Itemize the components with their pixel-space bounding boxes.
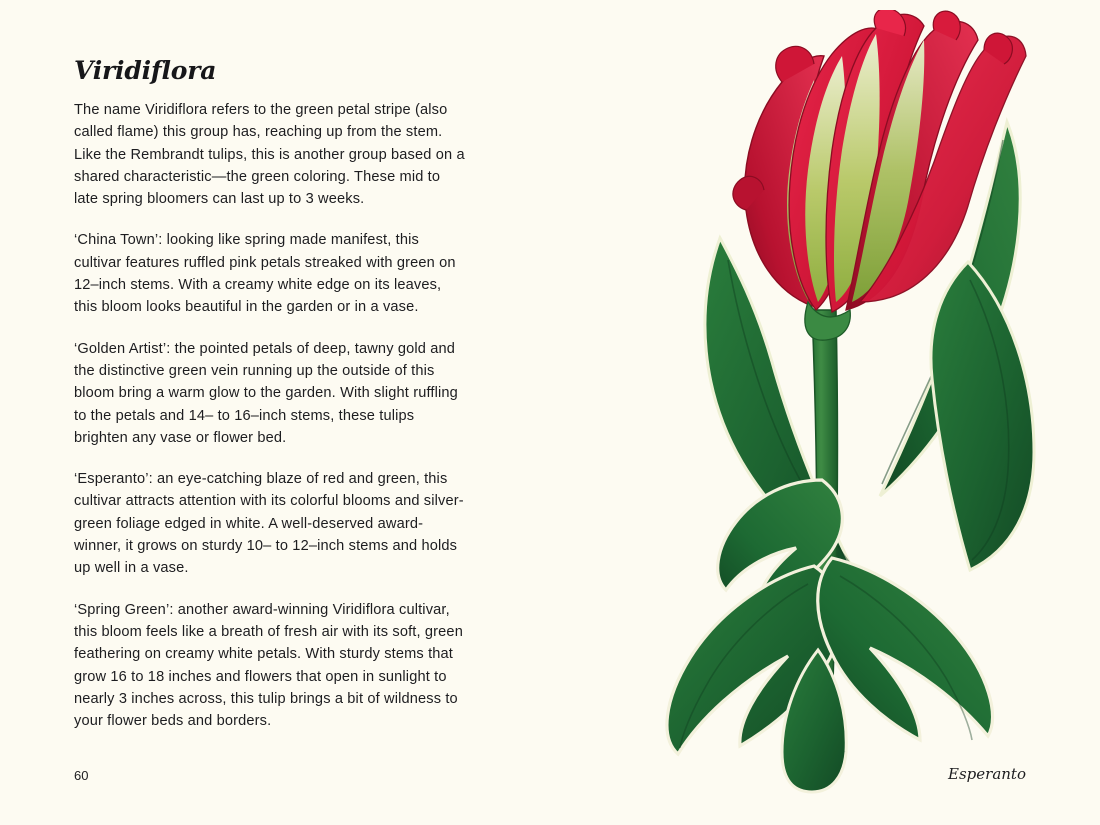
flower-base xyxy=(805,302,850,340)
paragraph-golden-artist: ‘Golden Artist’: the pointed petals of deep, tawny gold and the distinctive green vein running up the outside of this bloom bring a warm glow to the garden. With slight ruffling to the petals and 14– to 16–inch stems, these tulips brighten any vase or flower bed. xyxy=(74,340,458,446)
leaf-right-lower xyxy=(931,262,1034,570)
illustration-caption: Esperanto xyxy=(948,765,1026,783)
text-column xyxy=(74,56,466,732)
paragraph-intro: The name Viridiflora refers to the green petal stripe (also called flame) this group has, reaching up from the stem. Like the Rembrandt tulips, this is another group based on a shared characteristic—the green coloring. These mid to late spring bloomers can last up to 3 weeks. xyxy=(74,102,465,208)
tulip-illustration xyxy=(560,10,1080,800)
paragraph-spring-green: ‘Spring Green’: another award-winning Viridiflora cultivar, this bloom feels like a breath of fresh air with its soft, green feathering on creamy white petals. With sturdy stems that grow 16 to 18 inches and flowers that open in sunlight to nearly 3 inches across, this tulip brings a bit of wildness to your flower beds and borders. xyxy=(74,601,463,730)
paragraph-china-town: ‘China Town’: looking like spring made manifest, this cultivar features ruffled pink petals streaked with green on 12–inch stems. With a creamy white edge on its leaves, this bloom looks beautiful in the garden or in a vase. xyxy=(74,232,456,316)
page-title: Viridiflora xyxy=(74,56,217,85)
paragraph-esperanto: ‘Esperanto’: an eye-catching blaze of red and green, this cultivar attracts attention with its colorful blooms and silver-green foliage edged in white. A well-deserved award-winner, it grows on sturdy 10– to 12–inch stems and holds up well in a vase. xyxy=(74,471,464,577)
page-number: 60 xyxy=(74,768,89,783)
